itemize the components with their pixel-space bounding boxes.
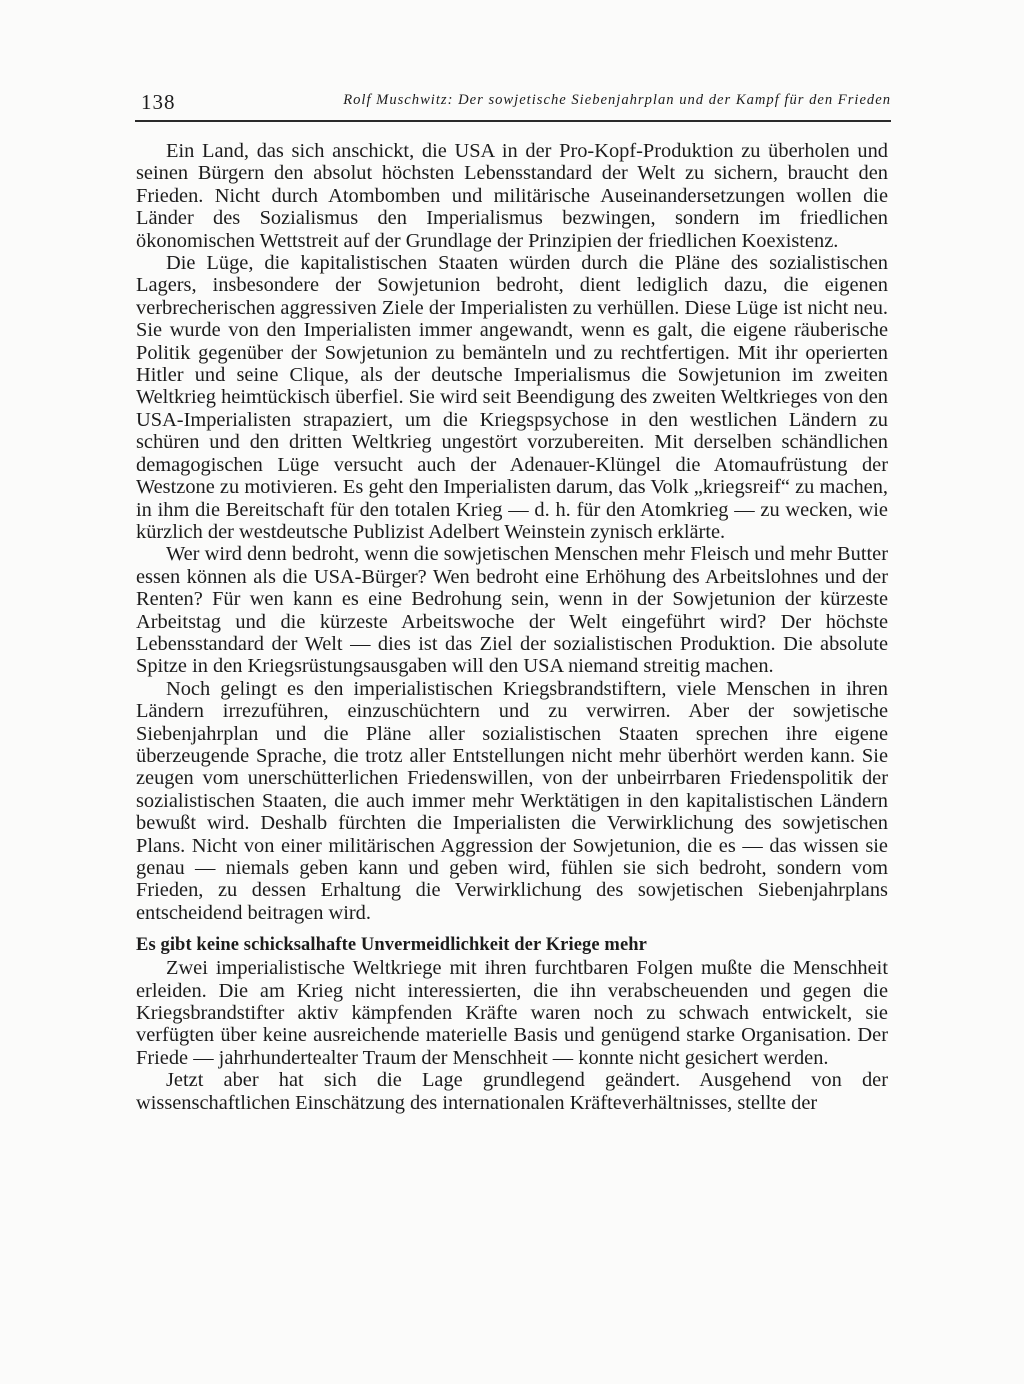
paragraph: Wer wird denn bedroht, wenn die sowjetischen Menschen mehr Fleisch und mehr Butter essen können als die USA-Bürger? Wen bedroht eine Erhöhung des Arbeitslohnes und der Renten? Für wen kann es eine Bedrohung sein, wenn in der Sowjetunion der kürzeste Arbeitstag und die kürzeste Arbeitswoche der Welt eingeführt wird? Der höchste Lebensstandard der Welt — dies ist das Ziel der sozialistischen Produktion. Die absolute Spitze in den Kriegsrüstungsausgaben will den USA niemand streitig machen. [136, 543, 888, 678]
running-title: Rolf Muschwitz: Der sowjetische Siebenjahrplan und der Kampf für den Frieden [343, 92, 891, 108]
section-heading: Es gibt keine schicksalhafte Unvermeidlichkeit der Kriege mehr [136, 935, 647, 956]
body-text [136, 140, 888, 1114]
paragraph: Ein Land, das sich anschickt, die USA in der Pro-Kopf-Produktion zu überholen und seinen Bürgern den absolut höchsten Lebensstandard der Welt zu sichern, braucht den Frieden. Nicht durch Atombomben und militärische Auseinandersetzungen wollen die Länder des Sozialismus den Imperialismus bezwingen, sondern im friedlichen ökonomischen Wettstreit auf der Grundlage der Prinzipien der friedlichen Koexistenz. [136, 140, 888, 252]
page-number: 138 [141, 90, 176, 114]
paragraph: Die Lüge, die kapitalistischen Staaten würden durch die Pläne des sozialistischen Lagers, insbesondere der Sowjetunion bedroht, dient lediglich dazu, die eigenen verbrecherischen aggressiven Ziele der Imperialisten zu verhüllen. Diese Lüge ist nicht neu. Sie wurde von den Imperialisten immer angewandt, wenn es galt, die eigene räuberische Politik gegenüber der Sowjetunion zu bemänteln und zu rechtfertigen. Mit ihr operierten Hitler und seine Clique, als der deutsche Imperialismus die Sowjetunion im zweiten Weltkrieg heimtückisch überfiel. Sie wird seit Beendigung des zweiten Weltkrieges von den USA-Imperialisten strapaziert, um die Kriegspsychose in den westlichen Ländern zu schüren und den dritten Weltkrieg ungestört vorzubereiten. Mit derselben schändlichen demagogischen Lüge versucht auch der Adenauer-Klüngel die Atomaufrüstung der Westzone zu motivieren. Es geht den Imperialisten darum, das Volk „kriegsreif“ zu machen, in ihm die Bereitschaft für den totalen Krieg — d. h. für den Atomkrieg — zu wecken, wie kürzlich der westdeutsche Publizist Adelbert Weinstein zynisch erklärte. [136, 252, 888, 543]
paragraph: Zwei imperialistische Weltkriege mit ihren furchtbaren Folgen mußte die Menschheit erleiden. Die am Krieg nicht interessierten, die ihn verabscheuenden und gegen die Kriegsbrandstifter aktiv kämpfenden Kräfte waren noch zu schwach entwickelt, sie verfügten über keine ausreichende materielle Basis und genügend starke Organisation. Der Friede — jahrhundertealter Traum der Menschheit — konnte nicht gesichert werden. [136, 957, 888, 1069]
running-header [135, 88, 891, 122]
paragraph: Noch gelingt es den imperialistischen Kriegsbrandstiftern, viele Menschen in ihren Ländern irrezuführen, einzuschüchtern und zu verwirren. Aber der sowjetische Siebenjahrplan und die Pläne aller sozialistischen Staaten sprechen ihre eigene überzeugende Sprache, die trotz aller Entstellungen nicht mehr überhört werden kann. Sie zeugen vom unerschütterlichen Friedenswillen, von der unbeirrbaren Friedenspolitik der sozialistischen Staaten, die auch immer mehr Werktätigen in den kapitalistischen Ländern bewußt wird. Deshalb fürchten die Imperialisten die Verwirklichung des sowjetischen Plans. Nicht von einer militärischen Aggression der Sowjetunion, die es — das wissen sie genau — niemals geben kann und geben wird, fühlen sie sich bedroht, sondern vom Frieden, zu dessen Erhaltung die Verwirklichung des sowjetischen Siebenjahrplans entscheidend beitragen wird. [136, 677, 888, 924]
paragraph: Jetzt aber hat sich die Lage grundlegend geändert. Ausgehend von der wissenschaftlichen Einschätzung des internationalen Kräfteverhältnisses, stellte der [136, 1069, 888, 1114]
